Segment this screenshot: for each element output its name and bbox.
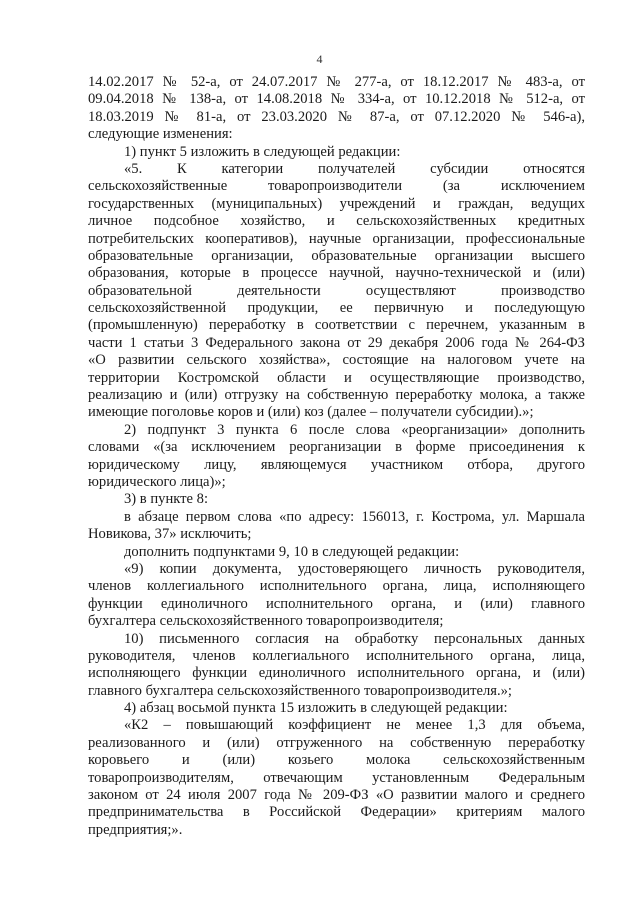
text-line: словами «(за исключением реорганизации в форме присоединения к: [88, 439, 585, 456]
text-line: сельскохозяйственные товаропроизводители (за исключением: [88, 178, 585, 195]
text-line: части 1 статьи 3 Федерального закона от 29 декабря 2006 года № 264-ФЗ: [88, 334, 585, 351]
text-line: личное подсобное хозяйство, и сельскохозяйственных кредитных: [88, 213, 585, 230]
text-line: в абзаце первом слова «по адресу: 156013, г. Кострома, ул. Маршала: [124, 508, 585, 525]
text-line: потребительских кооперативов), научные организации, профессиональные: [88, 230, 585, 247]
text-line: исполняющего функции единоличного исполнительного органа, и (или): [88, 665, 585, 682]
text-line: бухгалтера сельскохозяйственного товаропроизводителя;: [88, 613, 444, 630]
text-line: юридическому лицу, являющемуся участником отбора, другого: [88, 456, 585, 473]
text-line: реализацию и (или) отгрузку на собственную переработку молока, а также: [88, 387, 585, 404]
text-line: 09.04.2018 № 138-а, от 14.08.2018 № 334-а, от 10.12.2018 № 512-а, от: [88, 91, 585, 108]
text-line: следующие изменения:: [88, 126, 233, 143]
text-line: коровьего и (или) козьего молока сельскохозяйственным: [88, 752, 585, 769]
text-line: территории Костромской области и осуществляющие производство,: [88, 369, 585, 386]
text-line: членов коллегиального исполнительного органа, лица, исполняющего: [88, 578, 585, 595]
text-line: дополнить подпунктами 9, 10 в следующей редакции:: [124, 543, 460, 560]
text-line: «О развитии сельского хозяйства», состоящие на налоговом учете на: [88, 352, 585, 369]
text-line: Новикова, 37» исключить;: [88, 526, 252, 543]
text-line: главного бухгалтера сельскохозяйственного товаропроизводителя.»;: [88, 682, 512, 699]
text-line: предприятия;».: [88, 821, 183, 838]
document-body: [88, 74, 585, 839]
text-line: 10) письменного согласия на обработку персональных данных: [124, 630, 585, 647]
text-line: руководителя, членов коллегиального исполнительного органа, лица,: [88, 647, 585, 664]
text-line: государственных (муниципальных) учреждений и граждан, ведущих: [88, 195, 585, 212]
text-line: реализованного и (или) отгруженного на собственную переработку: [88, 734, 585, 751]
text-line: «К2 – повышающий коэффициент не менее 1,3 для объема,: [124, 717, 585, 734]
text-line: товаропроизводителям, отвечающим установленным Федеральным: [88, 769, 585, 786]
page-number: 4: [316, 52, 323, 66]
text-line: 3) в пункте 8:: [124, 491, 209, 508]
text-line: образовательной деятельности осуществляют производство: [88, 282, 585, 299]
text-line: «9) копии документа, удостоверяющего личность руководителя,: [124, 560, 585, 577]
text-line: законом от 24 июля 2007 года № 209-ФЗ «О развитии малого и среднего: [88, 787, 585, 804]
text-line: 2) подпункт 3 пункта 6 после слова «реорганизации» дополнить: [124, 421, 585, 438]
text-line: сельскохозяйственной продукции, ее первичную и последующую: [88, 300, 585, 317]
text-line: 1) пункт 5 изложить в следующей редакции:: [124, 143, 401, 160]
text-line: образования, которые в процессе научной, научно-технической и (или): [88, 265, 585, 282]
text-line: 14.02.2017 № 52-а, от 24.07.2017 № 277-а, от 18.12.2017 № 483-а, от: [88, 74, 585, 90]
text-line: юридического лица)»;: [88, 473, 226, 490]
text-line: «5. К категории получателей субсидии относятся: [124, 160, 585, 177]
text-line: 4) абзац восьмой пункта 15 изложить в следующей редакции:: [124, 700, 508, 717]
text-line: образовательные организации, образовательные организации высшего: [88, 247, 585, 264]
text-line: функции единоличного исполнительного органа, и (или) главного: [88, 595, 585, 612]
text-line: (промышленную) переработку в соответствии с перечнем, указанным в: [88, 317, 585, 334]
text-line: имеющие поголовье коров и (или) коз (далее – получатели субсидии).»;: [88, 404, 534, 421]
text-line: предпринимательства в Российской Федерации» критериям малого: [88, 804, 585, 821]
text-line: 18.03.2019 № 81-а, от 23.03.2020 № 87-а, от 07.12.2020 № 546-а),: [88, 108, 585, 125]
